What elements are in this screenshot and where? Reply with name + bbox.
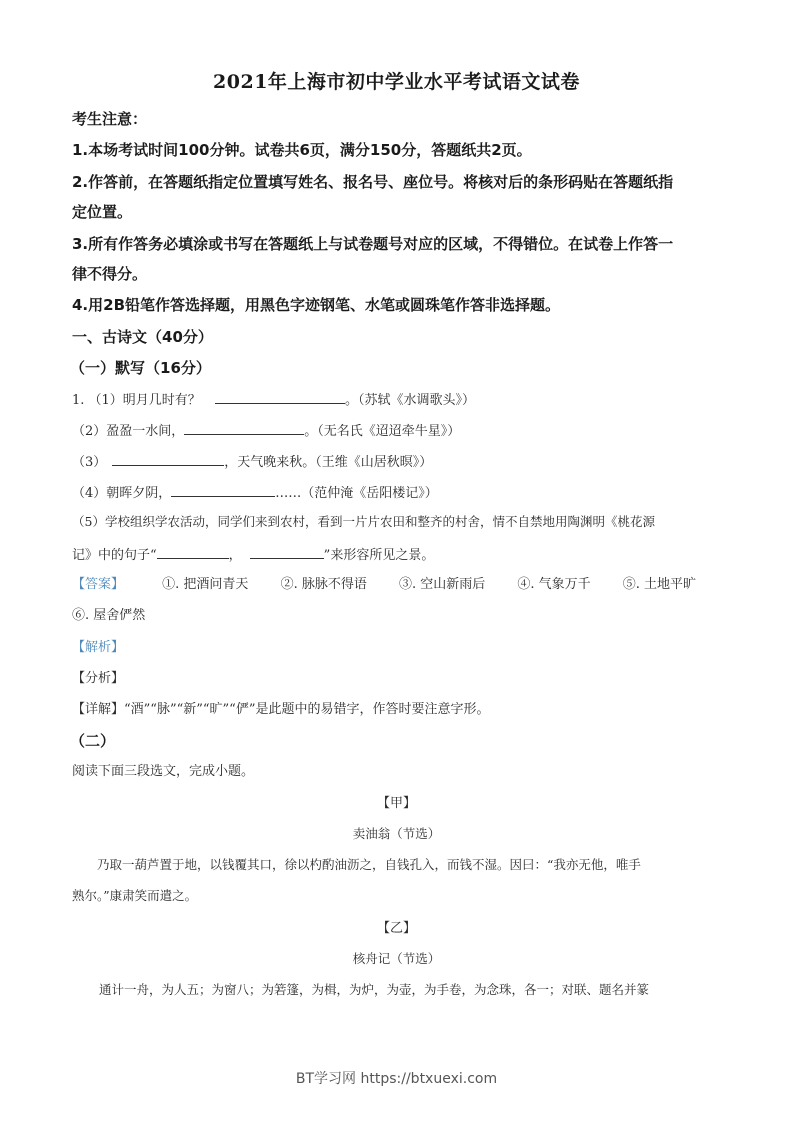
- notice-item-3: 3.所有作答务必填涂或书写在答题纸上与试卷题号对应的区域，不得错位。在试卷上作答一: [72, 235, 674, 253]
- passage-jia-title: 卖油翁（节选）: [352, 826, 441, 841]
- passage-yi-label: 【乙】: [376, 921, 416, 936]
- question-separator: ，: [228, 548, 242, 563]
- answer-label: 【答案】: [72, 577, 125, 592]
- footer-watermark[interactable]: BT学习网 https://btxuexi.com: [295, 1071, 498, 1087]
- passage-jia-label: 【甲】: [376, 796, 416, 811]
- answer-item-1: ①. 把酒问青天: [162, 577, 249, 592]
- question-1-5-line2: [72, 547, 434, 562]
- question-prefix: 1. （1）明月几时有？: [72, 393, 201, 408]
- analysis-label: 【解析】: [72, 640, 125, 655]
- answer-item-3: ③. 空山新雨后: [398, 577, 486, 592]
- notice-item-2-cont: 定位置。: [72, 203, 133, 221]
- answer-blank[interactable]: [215, 392, 345, 404]
- notice-heading: 考生注意：: [72, 110, 148, 128]
- answer-blank-2[interactable]: [250, 547, 324, 559]
- answer-blank-1[interactable]: [157, 547, 229, 559]
- question-1-3: [72, 454, 432, 469]
- notice-item-1: 1.本场考试时间100分钟。试卷共6页，满分150分，答题纸共2页。: [72, 141, 532, 159]
- question-suffix: ……（范仲淹《岳阳楼记》）: [275, 486, 438, 501]
- answer-item-5: ⑤. 土地平旷: [622, 577, 697, 592]
- answer-blank[interactable]: [171, 485, 275, 497]
- question-1-4: [72, 485, 438, 500]
- answer-blank[interactable]: [184, 423, 304, 435]
- answer-item-6: ⑥. 屋舍俨然: [72, 608, 146, 623]
- notice-item-2: 2.作答前，在答题纸指定位置填写姓名、报名号、座位号。将核对后的条形码贴在答题纸指: [72, 173, 674, 191]
- question-1-2: [72, 423, 460, 438]
- question-1-1: [72, 392, 475, 407]
- question-suffix: ”来形容所见之景。: [323, 548, 435, 563]
- subsection-heading-2: （二）: [70, 732, 116, 750]
- detail-explanation: 【详解】“酒”“脉”“新”“旷”“俨”是此题中的易错字，作答时要注意字形。: [72, 702, 490, 717]
- subsection-heading-dictation: （一）默写（16分）: [70, 359, 211, 377]
- passage-jia-line1: 乃取一葫芦置于地，以钱覆其口，徐以杓酌油沥之，自钱孔入，而钱不湿。因曰：“我亦无他，唯手: [97, 857, 641, 872]
- document-title: 2021年上海市初中学业水平考试语文试卷: [213, 71, 580, 93]
- question-prefix: 记》中的句子“: [72, 548, 157, 563]
- question-prefix: （2）盈盈一水间，: [72, 424, 185, 439]
- notice-item-4: 4.用2B铅笔作答选择题，用黑色字迹钢笔、水笔或圆珠笔作答非选择题。: [72, 296, 561, 314]
- passage-yi-line1: 通计一舟，为人五；为窗八；为箬篷，为楫，为炉，为壶，为手卷，为念珠，各一；对联、题名并篆: [99, 982, 650, 997]
- passage-yi-title: 核舟记（节选）: [352, 951, 441, 966]
- answer-item-2: ②. 脉脉不得语: [280, 577, 367, 592]
- section-heading-ancient-poetry: 一、古诗文（40分）: [72, 328, 213, 346]
- question-prefix: （3）: [72, 455, 107, 470]
- answer-blank[interactable]: [112, 454, 224, 466]
- question-prefix: （4）朝晖夕阴，: [72, 486, 172, 501]
- answer-row: [72, 578, 696, 591]
- question-1-5-line1: （5）学校组织学农活动，同学们来到农村，看到一片片农田和整齐的村舍，情不自禁地用陶渊明《桃花源: [72, 514, 655, 529]
- passage-jia-line2: 熟尔。”康肃笑而遣之。: [72, 888, 198, 903]
- answer-item-4: ④. 气象万千: [517, 577, 591, 592]
- reading-instruction: 阅读下面三段选文，完成小题。: [72, 764, 255, 779]
- question-suffix: ，天气晚来秋。（王维《山居秋暝》）: [224, 455, 433, 470]
- question-suffix: 。（苏轼《水调歌头》）: [344, 393, 475, 408]
- fenxi-label: 【分析】: [72, 671, 125, 686]
- question-suffix: 。（无名氏《迢迢牵牛星》）: [304, 424, 461, 439]
- notice-item-3-cont: 律不得分。: [72, 265, 148, 283]
